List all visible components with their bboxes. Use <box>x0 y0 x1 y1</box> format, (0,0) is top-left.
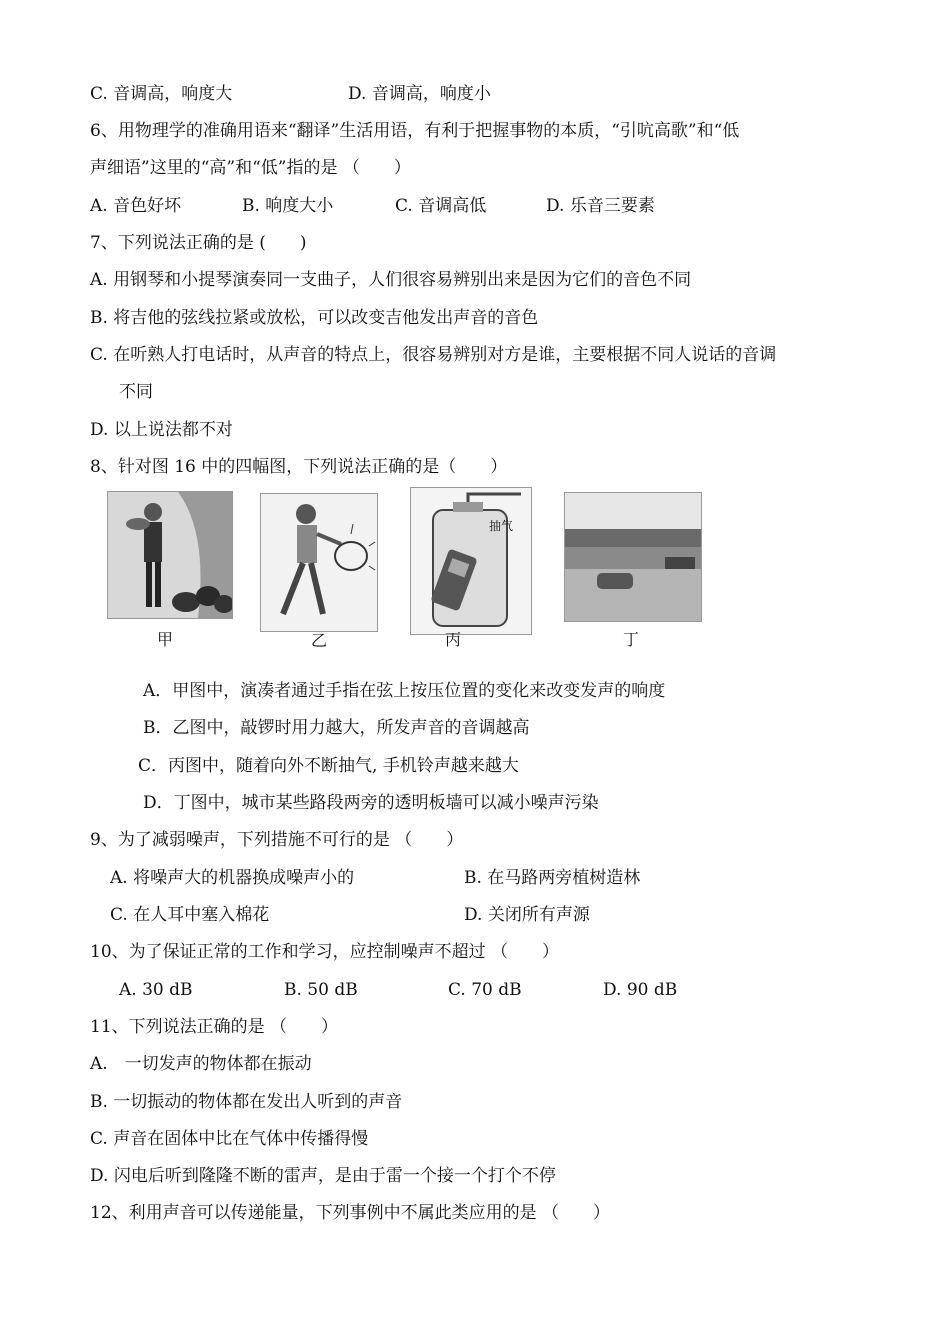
q7-stem: 7、下列说法正确的是 ( ) <box>90 233 307 253</box>
q9-stem: 9、为了减弱噪声，下列措施不可行的是 （ ） <box>90 830 464 850</box>
q9-option-d: D. 关闭所有声源 <box>464 905 590 925</box>
q9-option-c: C. 在人耳中塞入棉花 <box>110 905 270 925</box>
q11-option-c: C. 声音在固体中比在气体中传播得慢 <box>90 1129 369 1149</box>
q10-option-a: A. 30 dB <box>119 980 193 1000</box>
figure-caption-ding: 丁 <box>623 630 640 649</box>
q6-option-b: B. 响度大小 <box>242 196 334 216</box>
q6-option-d: D. 乐音三要素 <box>546 196 655 216</box>
q10-option-b: B. 50 dB <box>284 980 358 1000</box>
q7-option-b: B. 将吉他的弦线拉紧或放松，可以改变吉他发出声音的音色 <box>90 308 539 328</box>
q6-stem-line2: 声细语”这里的“高”和“低”指的是 （ ） <box>90 158 411 178</box>
q7-option-c-line1: C. 在听熟人打电话时，从声音的特点上，很容易辨别对方是谁，主要根据不同人说话的音调 <box>90 345 777 365</box>
figure-bing-pump-label: 抽气 <box>489 519 514 533</box>
q8-option-a: A．甲图中，演凑者通过手指在弦上按压位置的变化来改变发声的响度 <box>143 681 666 701</box>
q10-stem: 10、为了保证正常的工作和学习，应控制噪声不超过 （ ） <box>90 942 560 962</box>
figure-bing-bell-jar <box>410 487 532 635</box>
q9-option-b: B. 在马路两旁植树造林 <box>464 868 641 888</box>
q7-option-a: A. 用钢琴和小提琴演奏同一支曲子，人们很容易辨别出来是因为它们的音色不同 <box>90 270 692 290</box>
q8-option-c: C．丙图中，随着向外不断抽气, 手机铃声越来越大 <box>138 756 519 776</box>
q6-option-a: A. 音色好坏 <box>90 196 182 216</box>
q6-stem-line1: 6、用物理学的准确用语来“翻译”生活用语，有利于把握事物的本质，“引吭高歌”和“低 <box>90 121 740 141</box>
figure-caption-bing: 丙 <box>445 630 462 649</box>
figure-yi-gong <box>260 493 378 632</box>
q8-stem: 8、针对图 16 中的四幅图，下列说法正确的是（ ） <box>90 457 508 477</box>
q9-option-a: A. 将噪声大的机器换成噪声小的 <box>110 868 355 888</box>
figure-jia-violinist <box>107 491 233 619</box>
q5-option-c: C. 音调高，响度大 <box>90 84 233 104</box>
q8-option-d: D．丁图中，城市某些路段两旁的透明板墙可以减小噪声污染 <box>143 793 599 813</box>
figure-ding-noise-barrier <box>564 492 702 622</box>
figure-caption-yi: 乙 <box>311 631 328 650</box>
q5-option-d: D. 音调高，响度小 <box>348 84 491 104</box>
q7-option-c-line2: 不同 <box>119 382 153 402</box>
q8-option-b: B．乙图中，敲锣时用力越大，所发声音的音调越高 <box>143 718 530 738</box>
q10-option-c: C. 70 dB <box>448 980 522 1000</box>
q11-option-b: B. 一切振动的物体都在发出人听到的声音 <box>90 1092 403 1112</box>
q11-option-a: A. 一切发声的物体都在振动 <box>90 1054 312 1074</box>
q10-option-d: D. 90 dB <box>603 980 678 1000</box>
q6-option-c: C. 音调高低 <box>395 196 487 216</box>
q11-option-d: D. 闪电后听到隆隆不断的雷声，是由于雷一个接一个打个不停 <box>90 1166 556 1186</box>
q12-stem: 12、利用声音可以传递能量，下列事例中不属此类应用的是 （ ） <box>90 1203 611 1223</box>
q7-option-d: D. 以上说法都不对 <box>90 420 233 440</box>
q11-stem: 11、下列说法正确的是 （ ） <box>90 1017 339 1037</box>
figure-caption-jia: 甲 <box>157 630 174 649</box>
